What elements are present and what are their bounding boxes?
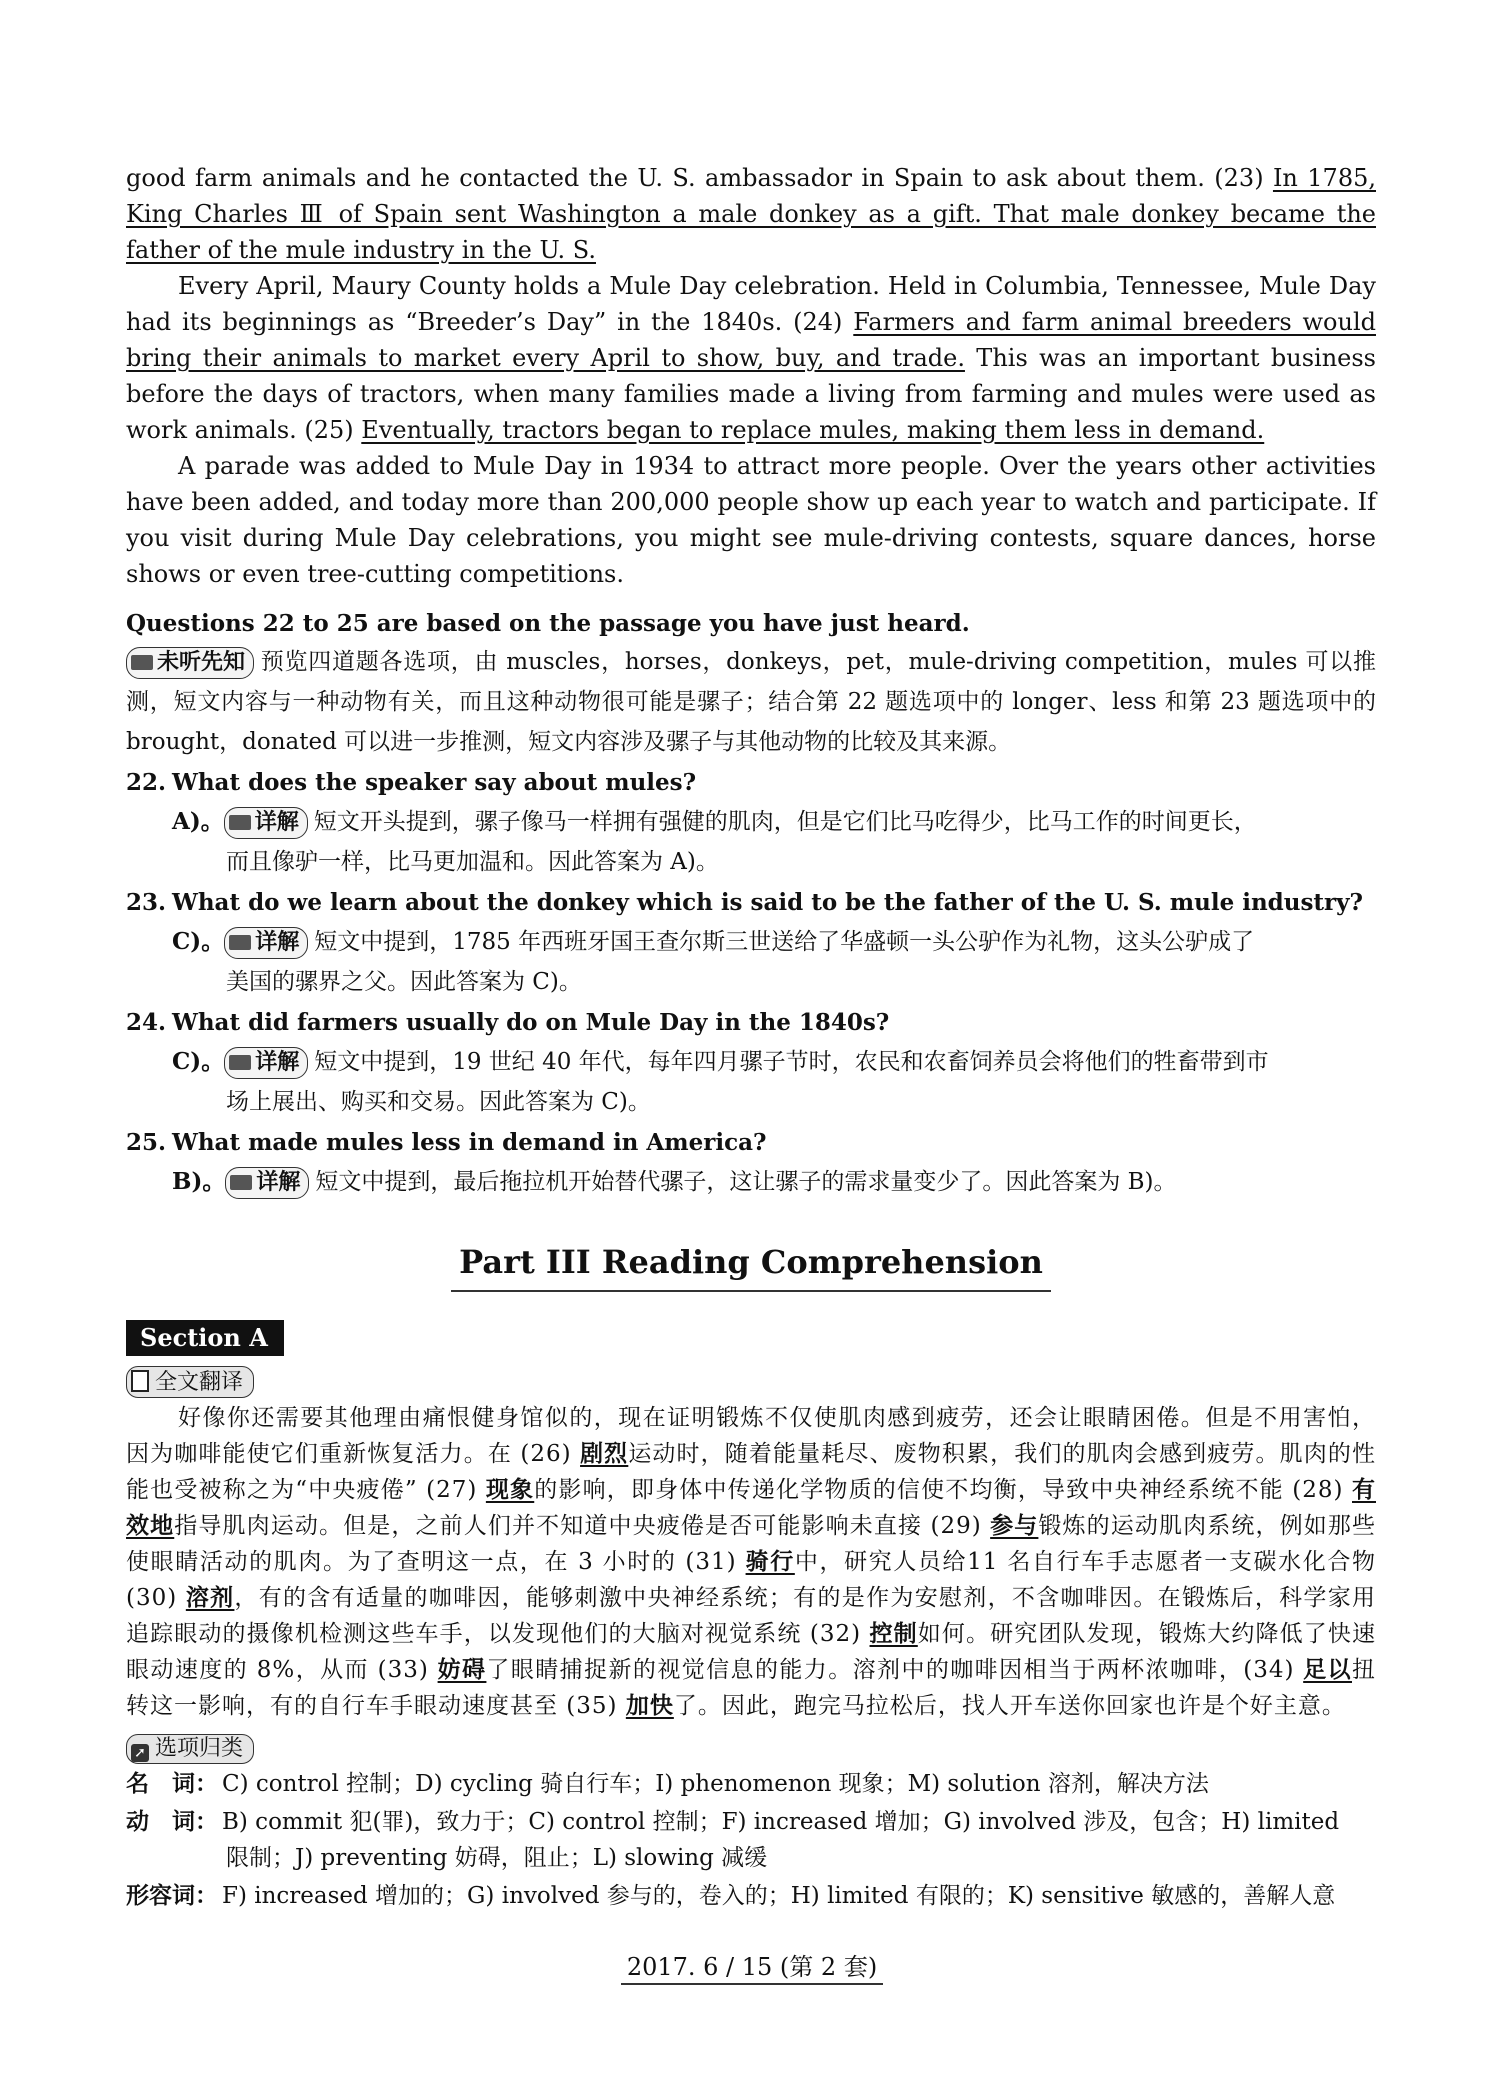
question-23 — [126, 884, 1376, 922]
translation-part: 锻炼的运动肌肉系统，例如那些使眼睛活动的肌肉。为了查明这一点，在 3 小时的 (31) — [126, 1513, 1377, 1575]
answer-explanation: 短文开头提到，骡子像马一样拥有强健的肌肉，但是它们比马吃得少，比马工作的时间更长， — [313, 809, 1257, 835]
answer-24 — [126, 1042, 1376, 1122]
passage-text: Every April, Maury County holds a Mule Day celebration. Held in Columbia, Tennessee, Mule Day had its beginnings as “Breeder’s Day” in the 1840s. (24) — [126, 272, 1376, 336]
translation-part: 了眼睛捕捉新的视觉信息的能力。溶剂中的咖啡因相当于两杯浓咖啡，(34) — [486, 1657, 1304, 1683]
folder-icon — [229, 1055, 251, 1070]
blank-33: 妨碍 — [437, 1656, 487, 1683]
category-label: 名 词： — [126, 1771, 218, 1797]
translation-part: ，有的含有适量的咖啡因，能够刺激中央神经系统；有的是作为安慰剂，不含咖啡因。在锻炼后，科学家用追踪眼动的摄像机检测这些车手，以发现他们的大脑对视觉系统 (32) — [126, 1585, 1377, 1647]
translation-part: 扭转这一影响，有的自行车手眼动速度甚至 (35) — [126, 1657, 1376, 1719]
detail-tag — [224, 807, 308, 839]
underlined-answer-23: In 1785, King Charles Ⅲ of Spain sent Washington a male donkey as a gift. That male donkey became the father of the mule industry in the U. S. — [126, 164, 1376, 264]
verb-category — [126, 1804, 1376, 1876]
folder-icon — [229, 935, 251, 950]
detail-tag-label: 详解 — [256, 1170, 301, 1195]
content — [126, 160, 1376, 1914]
blank-34: 足以 — [1303, 1656, 1352, 1683]
passage-paragraph-2 — [126, 268, 1376, 448]
question-text: What does the speaker say about mules? — [172, 769, 697, 796]
translation-part: 运动时，随着能量耗尽、废物积累，我们的肌肉会感到疲劳。肌肉的性能也受被称之为“中央疲倦” (27) — [126, 1441, 1377, 1503]
preview-tag-label: 未听先知 — [157, 650, 246, 675]
classify-tag-label: 选项归类 — [155, 1736, 244, 1761]
blank-35: 加快 — [625, 1692, 674, 1719]
passage-text: good farm animals and he contacted the U. S. ambassador in Spain to ask about them. (23) — [126, 164, 1273, 192]
questions-header: Questions 22 to 25 are based on the passage you have just heard. — [126, 610, 970, 637]
detail-tag — [224, 927, 308, 959]
blank-32: 控制 — [869, 1620, 918, 1647]
box-icon — [131, 1370, 149, 1392]
answer-22 — [126, 802, 1376, 882]
blank-26: 剧烈 — [580, 1440, 629, 1467]
passage-paragraph-3: A parade was added to Mule Day in 1934 to attract more people. Over the years other activities have been added, and today more than 200,000 people show up each year to watch and participate. If you visit during Mule Day celebrations, you might see mule-driving contests, square dances, horse shows or even tree-cutting competitions. — [126, 452, 1376, 588]
preview-block — [126, 642, 1376, 762]
adjective-category — [126, 1878, 1376, 1914]
translation-header — [126, 1356, 1376, 1398]
category-text: C) control 控制；D) cycling 骑自行车；I) phenomenon 现象；M) solution 溶剂，解决方法 — [222, 1771, 1209, 1797]
classify-tag — [126, 1734, 254, 1764]
translation-part: 指导肌肉运动。但是，之前人们并不知道中央疲倦是否可能影响未直接 (29) — [174, 1513, 991, 1539]
arrow-icon: ➚ — [131, 1744, 149, 1762]
translation-part: 中，研究人员给11 名自行车手志愿者一支碳水化合物 (30) — [126, 1549, 1377, 1611]
answer-23 — [126, 922, 1376, 1002]
question-text: What did farmers usually do on Mule Day in the 1840s? — [172, 1009, 890, 1036]
underlined-answer-25: Eventually, tractors began to replace mules, making them less in demand. — [361, 416, 1265, 444]
answer-letter: A)。 — [172, 808, 224, 835]
underlined-answer-24: Farmers and farm animal breeders would bring their animals to market every April to show, buy, and trade. — [126, 308, 1376, 372]
question-25 — [126, 1124, 1376, 1162]
question-24 — [126, 1004, 1376, 1042]
detail-tag — [225, 1167, 309, 1199]
blank-31: 骑行 — [745, 1548, 795, 1575]
detail-tag-label: 详解 — [255, 1050, 300, 1075]
blank-29: 参与 — [990, 1512, 1039, 1539]
blank-27: 现象 — [485, 1476, 535, 1503]
answer-explanation-cont: 而且像驴一样，比马更加温和。因此答案为 A)。 — [226, 849, 719, 875]
translation-part: 好像你还需要其他理由痛恨健身馆似的，现在证明锻炼不仅使肌肉感到疲劳，还会让眼睛困倦。但是不用害怕，因为咖啡能使它们重新恢复活力。在 (26) — [126, 1405, 1376, 1467]
category-label: 动 词： — [126, 1809, 218, 1835]
detail-tag-label: 详解 — [255, 930, 300, 955]
answer-explanation: 短文中提到，19 世纪 40 年代，每年四月骡子节时，农民和农畜饲养员会将他们的牲畜带到市 — [314, 1049, 1269, 1075]
folder-icon — [131, 655, 153, 670]
question-text: What do we learn about the donkey which is said to be the father of the U. S. mule industry? — [172, 889, 1364, 916]
question-number: 22. — [126, 769, 167, 796]
passage-text: This was an important business before the days of tractors, when many families made a living from farming and mules were used as work animals. (25) — [126, 344, 1376, 444]
question-text: What made mules less in demand in America? — [172, 1129, 767, 1156]
answer-letter: C)。 — [172, 928, 225, 955]
folder-icon — [230, 1175, 252, 1190]
translation-tag-label: 全文翻译 — [155, 1370, 244, 1395]
noun-category — [126, 1766, 1376, 1802]
question-22 — [126, 764, 1376, 802]
folder-icon — [229, 815, 251, 830]
translation-part: 了。因此，跑完马拉松后，找人开车送你回家也许是个好主意。 — [673, 1693, 1346, 1719]
category-text: B) commit 犯(罪)，致力于；C) control 控制；F) increased 增加；G) involved 涉及，包含；H) limited — [222, 1809, 1340, 1835]
detail-tag — [224, 1047, 308, 1079]
translation-tag — [126, 1366, 254, 1398]
blank-30: 溶剂 — [185, 1584, 235, 1611]
preview-tag — [126, 647, 254, 679]
page-footer — [0, 1951, 1504, 1983]
question-number: 24. — [126, 1009, 167, 1036]
answer-letter: C)。 — [172, 1048, 225, 1075]
answer-explanation-cont: 美国的骡界之父。因此答案为 C)。 — [226, 969, 582, 995]
preview-text: 预览四道题各选项，由 muscles，horses，donkeys，pet，mule-driving competition，mules 可以推测，短文内容与一种动物有关，而且这种动物很可能是骡子；结合第 22 题选项中的 longer、less 和第 23 题选项中的 brought，donated 可以进一步推测，短文内容涉及骡子与其他动物的比较及其来源。 — [126, 649, 1376, 755]
blank-28: 有效地 — [126, 1476, 1376, 1539]
question-number: 23. — [126, 889, 167, 916]
answer-25 — [126, 1162, 1376, 1202]
answer-letter: B)。 — [172, 1168, 226, 1195]
answer-explanation-cont: 场上展出、购买和交易。因此答案为 C)。 — [226, 1089, 651, 1115]
category-label: 形容词： — [126, 1883, 218, 1909]
part-title: Part III Reading Comprehension — [451, 1240, 1051, 1292]
translation-part: 的影响，即身体中传递化学物质的信使不均衡，导致中央神经系统不能 (28) — [534, 1477, 1352, 1503]
passage-paragraph-1 — [126, 160, 1376, 268]
category-text-cont: 限制；J) preventing 妨碍，阻止；L) slowing 减缓 — [226, 1845, 768, 1871]
footer-text: 2017. 6 / 15 (第 2 套) — [621, 1953, 883, 1985]
question-number: 25. — [126, 1129, 167, 1156]
category-text: F) increased 增加的；G) involved 参与的，卷入的；H) limited 有限的；K) sensitive 敏感的，善解人意 — [222, 1883, 1336, 1909]
answer-explanation: 短文中提到，1785 年西班牙国王查尔斯三世送给了华盛顿一头公驴作为礼物，这头公驴成了 — [314, 929, 1255, 955]
translation-text — [126, 1400, 1376, 1724]
classify-header — [126, 1724, 1376, 1764]
translation-part: 如何。研究团队发现，锻炼大约降低了快速眼动速度的 8%，从而 (33) — [126, 1621, 1376, 1683]
detail-tag-label: 详解 — [254, 810, 299, 835]
section-label: Section A — [126, 1320, 284, 1356]
answer-explanation: 短文中提到，最后拖拉机开始替代骡子，这让骡子的需求量变少了。因此答案为 B)。 — [315, 1169, 1177, 1195]
